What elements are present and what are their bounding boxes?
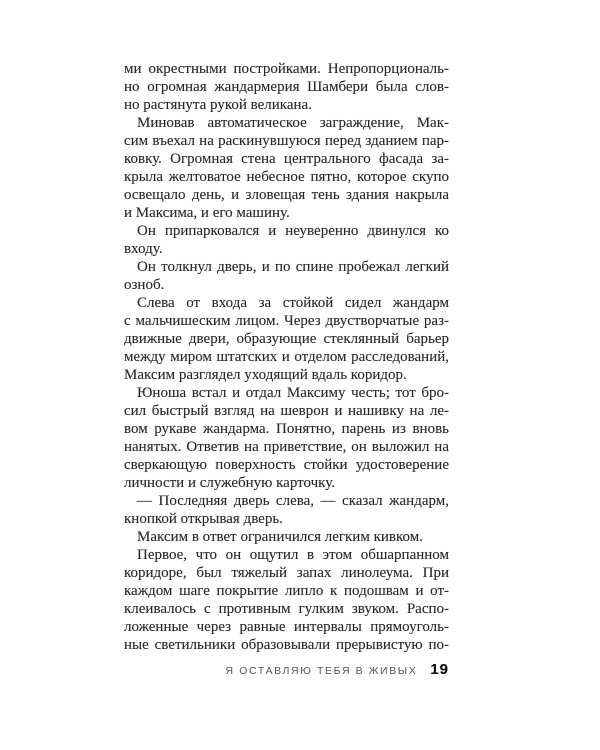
text-line: Слева от входа за стойкой сидел жандарм [137, 295, 449, 311]
text-line: — Последняя дверь слева, — сказал жандарм, [137, 493, 449, 509]
text-line: Он толкнул дверь, и по спине пробежал легкий [137, 259, 449, 275]
running-title: Я ОСТАВЛЯЮ ТЕБЯ В ЖИВЫХ [225, 665, 418, 677]
text-line: каждом шаге покрытие липло к подошвам и от- [124, 583, 449, 599]
text-line: Он припарковался и неуверенно двинулся ко [137, 223, 449, 239]
text-line: Миновав автоматическое заграждение, Мак- [137, 115, 449, 131]
text-line: личности и служебную карточку. [124, 475, 335, 491]
text-line: ковку. Огромная стена центрального фасада за- [124, 151, 449, 167]
text-line: но растянута рукой великана. [124, 97, 312, 113]
text-line: вом рукаве жандарма. Понятно, парень из вновь [124, 421, 449, 437]
text-line: клеивалось с противным гулким звуком. Распо- [124, 601, 449, 617]
text-line: сил быстрый взгляд на шеврон и нашивку на ле- [124, 403, 449, 419]
page-number: 19 [430, 661, 449, 678]
text-line: нанятых. Ответив на приветствие, он выложил на [124, 439, 449, 455]
text-line: движные двери, образующие стеклянный барьер [124, 331, 449, 347]
text-line: сверкающую поверхность стойки удостоверение [124, 457, 449, 473]
text-line: озноб. [124, 277, 165, 293]
page-footer [124, 661, 449, 678]
text-line: ми окрестными постройками. Непропорциональ- [124, 61, 449, 77]
text-line: с мальчишеским лицом. Через двустворчатые раз- [124, 313, 449, 329]
text-line: ложенные через равные интервалы прямоуголь- [124, 619, 449, 635]
text-line: ные светильники образовывали прерывистую по- [124, 637, 449, 653]
text-line: между миром штатских и отделом расследований, [124, 349, 449, 365]
text-line: сим въехал на раскинувшуюся перед зданием пар- [124, 133, 449, 149]
body-text [124, 60, 449, 654]
text-line: Юноша встал и отдал Максиму честь; тот бро- [137, 385, 449, 401]
text-line: Максим разглядел уходящий вдаль коридор. [124, 367, 407, 383]
text-line: Максим в ответ ограничился легким кивком. [137, 529, 423, 545]
text-line: крыла желтоватое небесное пятно, которое скупо [124, 169, 449, 185]
text-line: кнопкой открывая дверь. [124, 511, 283, 527]
text-line: освещало день, и зловещая тень здания накрыла [124, 187, 449, 203]
text-line: Первое, что он ощутил в этом обшарпанном [137, 547, 449, 563]
text-line: коридоре, был тяжелый запах линолеума. При [124, 565, 449, 581]
text-line: входу. [124, 241, 163, 257]
text-line: и Максима, и его машину. [124, 205, 290, 221]
text-line: но огромная жандармерия Шамбери была слов- [124, 79, 449, 95]
